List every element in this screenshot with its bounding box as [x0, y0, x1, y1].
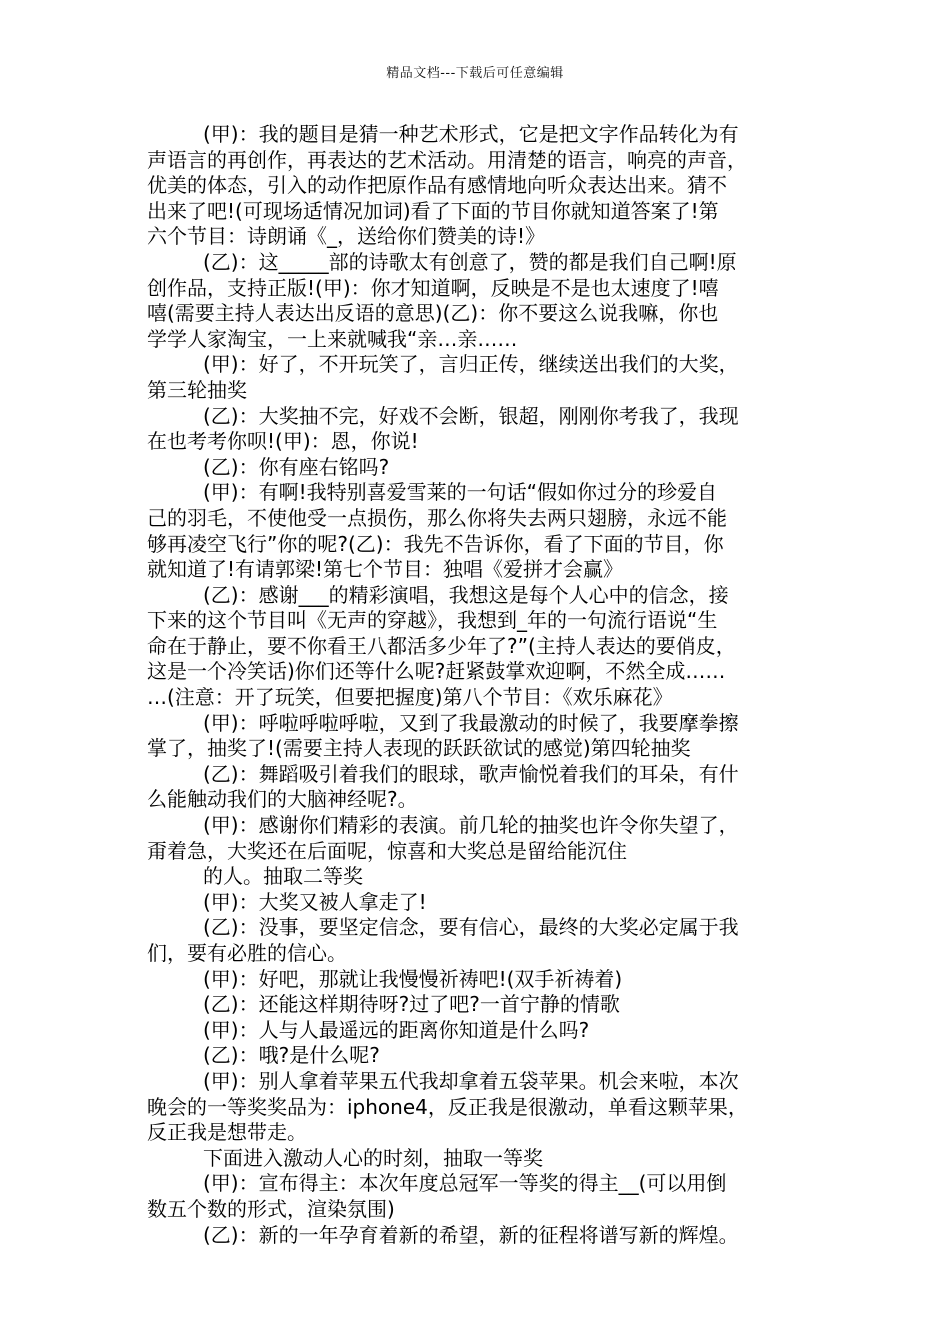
text-line: 们，要有必胜的信心。 — [147, 941, 347, 965]
text-line: 命在于静止，要不你看王八都活多少年了?”(主持人表达的要俏皮， — [147, 633, 736, 658]
text-line: (甲)：好吧，那就让我慢慢祈祷吧!(双手祈祷着) — [203, 966, 623, 991]
text-line: 掌了，抽奖了!(需要主持人表现的跃跃欲试的感觉)第四轮抽奖 — [147, 736, 691, 761]
text-line: 己的羽毛，不使他受一点损伤，那么你将失去两只翅膀，永远不能 — [147, 505, 727, 530]
text-line: 创作品，支持正版!(甲)：你才知道啊，反映是不是也太速度了!嘻 — [147, 275, 719, 300]
text-line: (甲)：人与人最遥远的距离你知道是什么吗? — [203, 1017, 590, 1042]
document-body — [147, 122, 807, 1248]
text-line: 就知道了!有请郭梁!第七个节目：独唱《爱拼才会赢》 — [147, 557, 624, 582]
text-line: 嘻(需要主持人表达出反语的意思)(乙)：你不要这么说我嘛，你也 — [147, 301, 719, 326]
text-line: 声语言的再创作，再表达的艺术活动。用清楚的语言，响亮的声音， — [147, 147, 747, 172]
text-line: (甲)：好了，不开玩笑了，言归正传，继续送出我们的大奖， — [203, 352, 739, 377]
text-line: (乙)：没事，要坚定信念，要有信心，最终的大奖必定属于我 — [203, 915, 739, 940]
text-line: 第三轮抽奖 — [147, 377, 247, 402]
text-line: 数五个数的形式，渲染氛围) — [147, 1196, 395, 1221]
text-line: 优美的体态，引入的动作把原作品有感情地向听众表达出来。猜不 — [147, 173, 727, 198]
text-line: (甲)：有啊!我特别喜爱雪莱的一句话“假如你过分的珍爱自 — [203, 480, 717, 505]
text-line: (甲)：宣布得主：本次年度总冠军一等奖的得主__(可以用倒 — [203, 1171, 727, 1196]
text-line: (乙)：大奖抽不完，好戏不会断，银超，刚刚你考我了，我现 — [203, 403, 739, 428]
text-line: 六个节目：诗朗诵《_，送给你们赞美的诗!》 — [147, 224, 546, 249]
text-line: 学学人家淘宝，一上来就喊我“亲…亲…… — [147, 326, 518, 351]
text-line: (乙)：舞蹈吸引着我们的眼球，歌声愉悦着我们的耳朵，有什 — [203, 761, 739, 786]
text-line: (甲)：大奖又被人拿走了! — [203, 889, 427, 914]
text-line: (乙)：这_____部的诗歌太有创意了，赞的都是我们自己啊!原 — [203, 249, 737, 274]
text-line: 甭着急，大奖还在后面呢，惊喜和大奖总是留给能沉住 — [147, 838, 627, 863]
text-line: (甲)：感谢你们精彩的表演。前几轮的抽奖也许令你失望了， — [203, 813, 739, 838]
text-line: 下来的这个节目叫《无声的穿越》，我想到_年的一句流行语说“生 — [147, 608, 718, 633]
text-line: 么能触动我们的大脑神经呢?。 — [147, 787, 418, 812]
text-line: (乙)：哦?是什么呢? — [203, 1043, 380, 1068]
text-line: 下面进入激动人心的时刻，抽取一等奖 — [203, 1145, 543, 1170]
text-line: (乙)：还能这样期待呀?过了吧?一首宁静的情歌 — [203, 992, 620, 1017]
text-line: 够再凌空飞行”你的呢?(乙)：我先不告诉你，看了下面的节目，你 — [147, 531, 724, 556]
text-line: (乙)：感谢___的精彩演唱，我想这是每个人心中的信念，接 — [203, 582, 729, 607]
text-line: 晚会的一等奖奖品为：iphone4，反正我是很激动，单看这颗苹果， — [147, 1094, 748, 1119]
text-line: (甲)：我的题目是猜一种艺术形式，它是把文字作品转化为有 — [203, 122, 739, 146]
text-line: …(注意：开了玩笑，但要把握度)第八个节目：《欢乐麻花》 — [147, 685, 673, 710]
text-line: 这是一个冷笑话)你们还等什么呢?赶紧鼓掌欢迎啊，不然全成…… — [147, 659, 726, 684]
text-line: (乙)：你有座右铭吗? — [203, 454, 390, 479]
text-line: (乙)：新的一年孕育着新的希望，新的征程将谱写新的辉煌。 — [203, 1222, 739, 1247]
text-line: 出来了吧!(可现场适情况加词)看了下面的节目你就知道答案了!第 — [147, 198, 719, 223]
text-line: 的人。抽取二等奖 — [203, 864, 363, 889]
text-line: (甲)：呼啦呼啦呼啦，又到了我最激动的时候了，我要摩拳擦 — [203, 710, 739, 735]
page-header: 精品文档---下载后可任意编辑 — [386, 66, 564, 81]
text-line: 在也考考你呗!(甲)：恩，你说! — [147, 429, 419, 454]
text-line: 反正我是想带走。 — [147, 1120, 307, 1145]
text-line: (甲)：别人拿着苹果五代我却拿着五袋苹果。机会来啦，本次 — [203, 1068, 739, 1093]
